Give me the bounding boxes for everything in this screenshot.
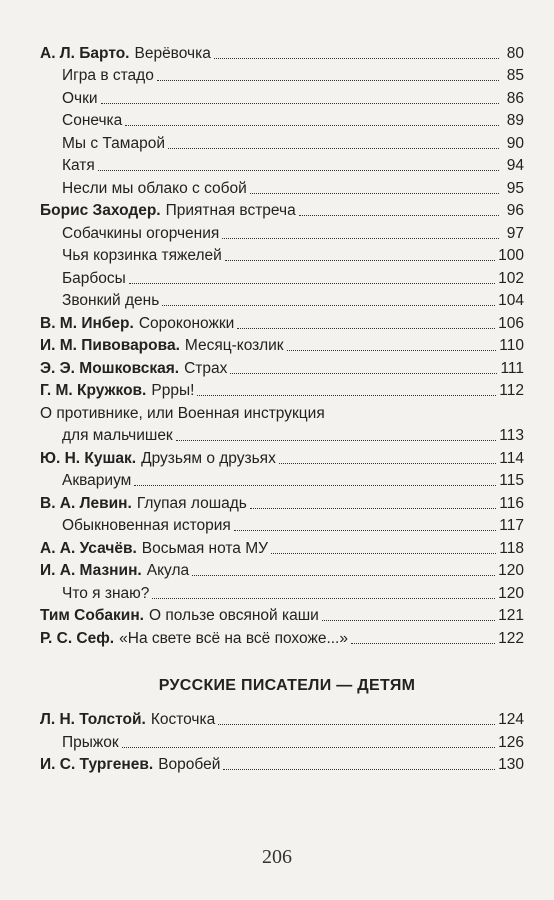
dot-leader: [279, 462, 496, 464]
toc-page: 122: [498, 629, 524, 647]
dot-leader: [218, 723, 495, 725]
toc-title: Что я знаю?: [62, 584, 150, 602]
toc-row: [40, 400, 524, 423]
dot-leader: [157, 79, 499, 81]
dot-leader: [162, 304, 495, 306]
toc-title: Ррры!: [151, 382, 195, 399]
toc-title: Месяц-козлик: [184, 337, 284, 354]
toc-title: Приятная встреча: [165, 202, 296, 219]
toc-row: [40, 108, 524, 131]
toc-title: Верёвочка: [134, 44, 211, 62]
toc-row: [40, 625, 524, 648]
dot-leader: [122, 746, 495, 748]
toc-page: 118: [499, 539, 524, 557]
toc-author: И. А. Мазнин.: [40, 562, 142, 579]
dot-leader: [98, 169, 499, 171]
toc-row: [40, 175, 524, 198]
dot-leader: [125, 124, 499, 126]
toc-title: Сороконожки: [138, 314, 235, 332]
toc-title: «На свете всё на всё похоже...»: [119, 629, 348, 647]
section-heading: РУССКИЕ ПИСАТЕЛИ — ДЕТЯМ: [158, 676, 416, 694]
toc-title: О противнике, или Военная инструкция: [40, 404, 325, 422]
dot-leader: [299, 214, 499, 216]
toc-title: Катя: [62, 157, 95, 174]
toc-page: 86: [506, 89, 524, 107]
toc-page: 124: [498, 711, 524, 728]
toc-author: А. А. Усачёв.: [40, 539, 137, 557]
dot-leader: [214, 57, 499, 59]
toc-row: [40, 220, 524, 243]
toc-title: Прыжок: [62, 733, 119, 751]
dot-leader: [134, 484, 496, 486]
toc-title: Обыкновенная история: [62, 517, 231, 534]
dot-leader: [192, 574, 495, 576]
toc-title: Несли мы облако с собой: [62, 179, 247, 197]
toc-row: [40, 85, 524, 108]
toc-author: Л. Н. Толстой.: [40, 711, 146, 728]
toc-row: [40, 513, 524, 536]
toc-row: [40, 355, 524, 378]
toc-title: Звонкий день: [62, 292, 160, 309]
toc-row: [40, 423, 524, 446]
toc-page: 110: [499, 337, 524, 354]
toc-page: 130: [498, 756, 524, 773]
toc-page: 113: [499, 427, 524, 444]
toc-row: [40, 333, 524, 356]
toc-row: [40, 558, 524, 581]
toc-author: Э. Э. Мошковская.: [40, 359, 180, 377]
toc-author: В. М. Инбер.: [40, 314, 134, 332]
dot-leader: [351, 642, 495, 644]
dot-leader: [168, 147, 499, 149]
toc-row: [40, 153, 524, 176]
toc-title: Аквариум: [62, 472, 132, 489]
toc-row: [40, 468, 524, 491]
toc-title: Очки: [62, 89, 98, 107]
dot-leader: [223, 768, 495, 770]
dot-leader: [230, 372, 497, 374]
toc-title: Чья корзинка тяжелей: [62, 247, 222, 264]
page-number: 206: [262, 846, 292, 868]
dot-leader: [234, 529, 496, 531]
toc-author: Р. С. Сеф.: [40, 629, 115, 647]
toc-author: А. Л. Барто.: [40, 44, 130, 62]
toc-author: Борис Заходер.: [40, 202, 161, 219]
table-of-contents: [40, 40, 524, 774]
toc-row: [40, 752, 524, 775]
toc-title: Страх: [184, 359, 228, 377]
toc-author: Г. М. Кружков.: [40, 382, 147, 399]
toc-page: 115: [499, 472, 524, 489]
toc-author: И. М. Пивоварова.: [40, 337, 180, 354]
toc-page: 104: [498, 292, 524, 309]
toc-row: [40, 265, 524, 288]
toc-author: Ю. Н. Кушак.: [40, 449, 137, 467]
toc-page: 112: [499, 382, 524, 399]
toc-page: 90: [506, 134, 524, 152]
toc-title: Косточка: [150, 711, 216, 728]
dot-leader: [271, 552, 496, 554]
toc-page: 96: [506, 202, 524, 219]
toc-page: 80: [506, 44, 524, 62]
toc-title: Восьмая нота МУ: [141, 539, 268, 557]
toc-row: [40, 535, 524, 558]
toc-page: 114: [499, 449, 524, 467]
toc-row: [40, 63, 524, 86]
toc-row: [40, 729, 524, 752]
toc-page: 89: [506, 112, 524, 129]
dot-leader: [225, 259, 495, 261]
toc-author: Тим Собакин.: [40, 607, 144, 624]
toc-page: 97: [506, 224, 524, 242]
dot-leader: [237, 327, 495, 329]
toc-page: 100: [498, 247, 524, 264]
dot-leader: [176, 439, 497, 441]
toc-row: [40, 130, 524, 153]
dot-leader: [152, 597, 495, 599]
toc-page: 95: [506, 179, 524, 197]
dot-leader: [101, 102, 499, 104]
dot-leader: [287, 349, 497, 351]
toc-title: Акула: [146, 562, 190, 579]
toc-title: для мальчишек: [62, 427, 173, 444]
dot-leader: [129, 282, 495, 284]
toc-row: [40, 310, 524, 333]
toc-page: 126: [498, 733, 524, 751]
toc-page: 94: [506, 157, 524, 174]
toc-row: [40, 707, 524, 730]
toc-title: Воробей: [158, 756, 221, 773]
toc-title: Мы с Тамарой: [62, 134, 165, 152]
dot-leader: [222, 237, 499, 239]
toc-title: Барбосы: [62, 269, 126, 287]
toc-row: [40, 288, 524, 311]
toc-page: 120: [498, 562, 524, 579]
toc-row: [40, 378, 524, 401]
toc-author: В. А. Левин.: [40, 494, 132, 512]
toc-author: И. С. Тургенев.: [40, 756, 154, 773]
toc-page: 111: [500, 359, 524, 377]
toc-title: Друзьям о друзьях: [141, 449, 276, 467]
toc-page: 120: [498, 584, 524, 602]
toc-title: Глупая лошадь: [136, 494, 247, 512]
toc-row: [40, 580, 524, 603]
toc-title: Собачкины огорчения: [62, 224, 220, 242]
toc-row: [40, 603, 524, 626]
toc-row: [40, 490, 524, 513]
toc-row: [40, 243, 524, 266]
toc-row: [40, 445, 524, 468]
toc-page: 116: [499, 494, 524, 512]
toc-title: Игра в стадо: [62, 67, 154, 84]
toc-page: 85: [506, 67, 524, 84]
toc-row: [40, 40, 524, 63]
dot-leader: [250, 192, 499, 194]
toc-page: 106: [498, 314, 524, 332]
dot-leader: [197, 394, 496, 396]
toc-page: 117: [499, 517, 524, 534]
toc-page: 121: [498, 607, 524, 624]
toc-title: Сонечка: [62, 112, 123, 129]
toc-page: 102: [498, 269, 524, 287]
dot-leader: [322, 619, 495, 621]
toc-title: О пользе овсяной каши: [149, 607, 319, 624]
toc-row: [40, 198, 524, 221]
dot-leader: [250, 507, 496, 509]
